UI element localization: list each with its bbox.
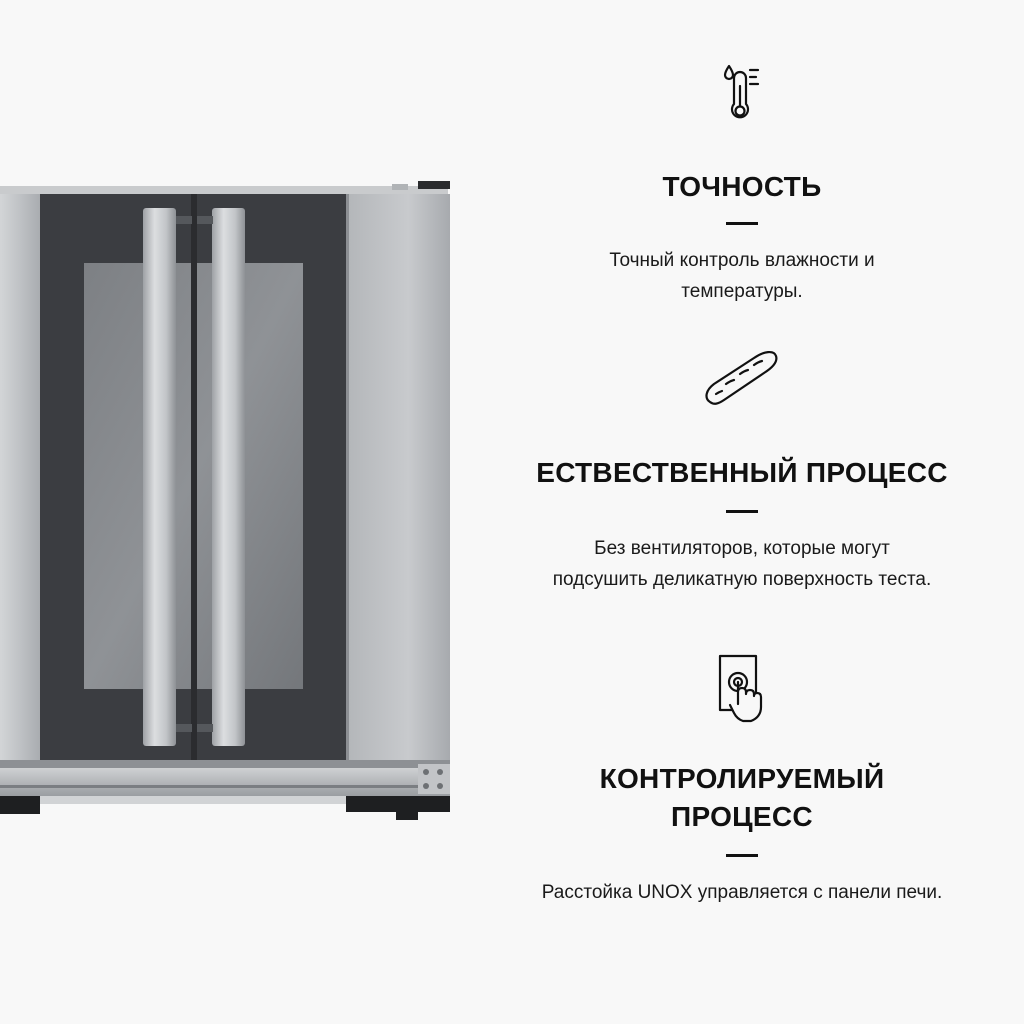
feature-title: ТОЧНОСТЬ	[662, 171, 822, 202]
baguette-icon	[702, 348, 782, 412]
feature-title: ЕСТВЕСТВЕННЫЙ ПРОЦЕСС	[536, 457, 948, 488]
feature-controlled-process	[500, 652, 984, 908]
feature-title: КОНТРОЛИРУЕМЫЙ ПРОЦЕСС	[599, 763, 885, 832]
feature-description: Расстойка UNOX управляется с панели печи.	[541, 882, 943, 903]
feature-natural-process	[500, 348, 984, 595]
title-divider	[726, 510, 758, 513]
touch-panel-icon	[712, 652, 772, 724]
proofer-cabinet-image	[0, 0, 460, 1024]
feature-description: Без вентиляторов, которые могут подсушить деликатную поверхность теста.	[552, 538, 932, 590]
title-divider	[726, 222, 758, 225]
feature-precision	[500, 60, 984, 307]
feature-description: Точный контроль влажности и температуры.	[609, 250, 875, 302]
thermometer-icon	[720, 60, 764, 130]
title-divider	[726, 854, 758, 857]
